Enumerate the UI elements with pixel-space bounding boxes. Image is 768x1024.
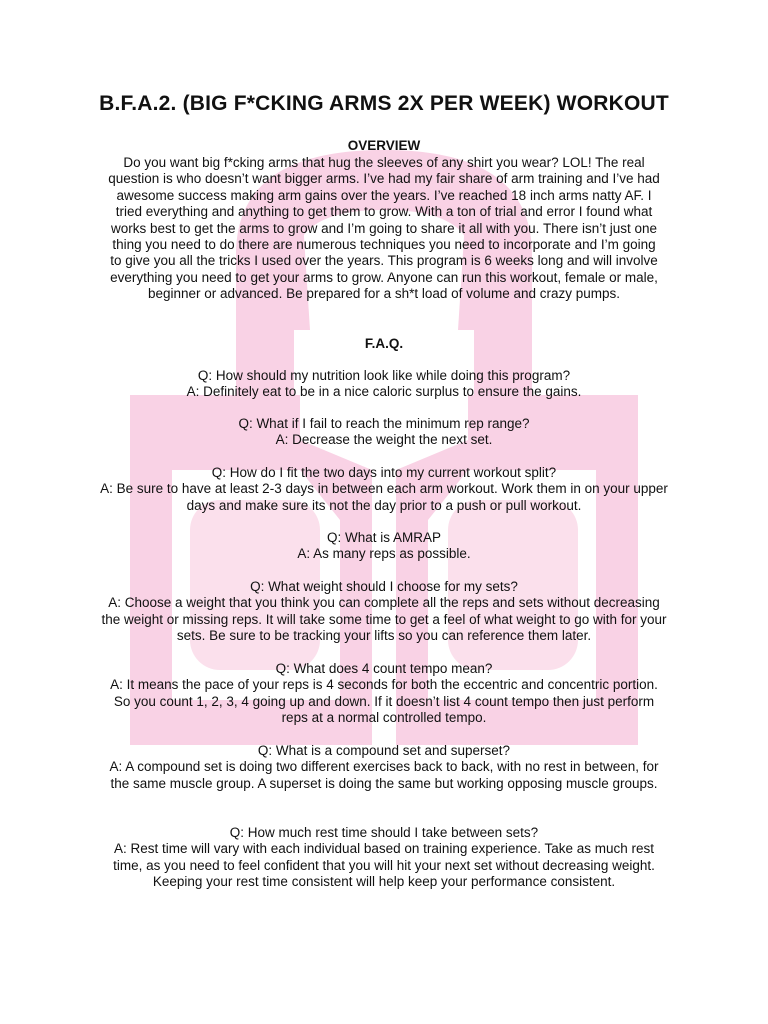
faq-question: Q: What if I fail to reach the minimum rep range? bbox=[238, 416, 530, 431]
faq-heading: F.A.Q. bbox=[364, 336, 404, 351]
faq-question: Q: What is AMRAP bbox=[326, 530, 442, 545]
faq-answer: A: As many reps as possible. bbox=[297, 546, 471, 562]
faq-item-tempo bbox=[100, 661, 668, 727]
faq-item-weight-choice bbox=[100, 579, 668, 645]
faq-question: Q: What weight should I choose for my sets? bbox=[250, 579, 518, 594]
faq-answer: A: Be sure to have at least 2-3 days in between each arm workout. Work them in on your upper days and make sure its not the day prior to a push or pull workout. bbox=[100, 481, 668, 513]
faq-item-rest-time bbox=[100, 825, 668, 891]
faq-answer: A: Definitely eat to be in a nice caloric surplus to ensure the gains. bbox=[186, 384, 582, 400]
faq-item-min-rep-range bbox=[100, 416, 668, 449]
faq-item-amrap bbox=[100, 530, 668, 563]
faq-answer: A: Rest time will vary with each individual based on training experience. Take as much rest time, as you need to feel confident that you will hit your next set without decreasing weight. Keeping your rest time consistent will help keep your performance consistent. bbox=[113, 841, 655, 890]
faq-item-workout-split bbox=[100, 465, 668, 514]
faq-question: Q: How should my nutrition look like while doing this program? bbox=[197, 368, 571, 383]
overview-heading: OVERVIEW bbox=[347, 138, 421, 153]
faq-question: Q: How much rest time should I take between sets? bbox=[229, 825, 539, 840]
overview-paragraph: Do you want big f*cking arms that hug the sleeves of any shirt you wear? LOL! The real question is who doesn’t want bigger arms. I’ve had my fair share of arm training and I’ve had awesome success making arm gains over the years. I’ve reached 18 inch arms natty AF. I tried everything and anything to get them to grow. With a ton of trial and error I found what works best to get the arms to grow and I’m going to share it all with you. There isn’t just one thing you need to do there are numerous techniques you need to incorporate and I’m going to give you all the tricks I used over the years. This program is 6 weeks long and will involve everything you need to get your arms to grow. Anyone can run this workout, female or male, beginner or advanced. Be prepared for a sh*t load of volume and crazy pumps. bbox=[108, 155, 660, 302]
faq-answer: A: A compound set is doing two different exercises back to back, with no rest in between, for the same muscle group. A superset is doing the same but working opposing muscle groups. bbox=[109, 759, 659, 791]
faq-answer: A: Decrease the weight the next set. bbox=[275, 432, 493, 448]
faq-answer: A: Choose a weight that you think you can complete all the reps and sets without decreasing the weight or missing reps. It will take some time to get a feel of what weight to go with for your sets. Be sure to be tracking your lifts so you can reference them later. bbox=[101, 595, 667, 644]
faq-question: Q: What is a compound set and superset? bbox=[257, 743, 511, 758]
faq-item-nutrition bbox=[100, 368, 668, 401]
faq-item-compound-superset bbox=[100, 743, 668, 792]
faq-question: Q: What does 4 count tempo mean? bbox=[275, 661, 493, 676]
faq-answer: A: It means the pace of your reps is 4 seconds for both the eccentric and concentric portion. So you count 1, 2, 3, 4 going up and down. If it doesn’t list 4 count tempo then just perform reps at a normal controlled tempo. bbox=[110, 677, 658, 726]
faq-question: Q: How do I fit the two days into my current workout split? bbox=[211, 465, 557, 480]
document-title: B.F.A.2. (BIG F*CKING ARMS 2X PER WEEK) WORKOUT bbox=[99, 92, 669, 115]
